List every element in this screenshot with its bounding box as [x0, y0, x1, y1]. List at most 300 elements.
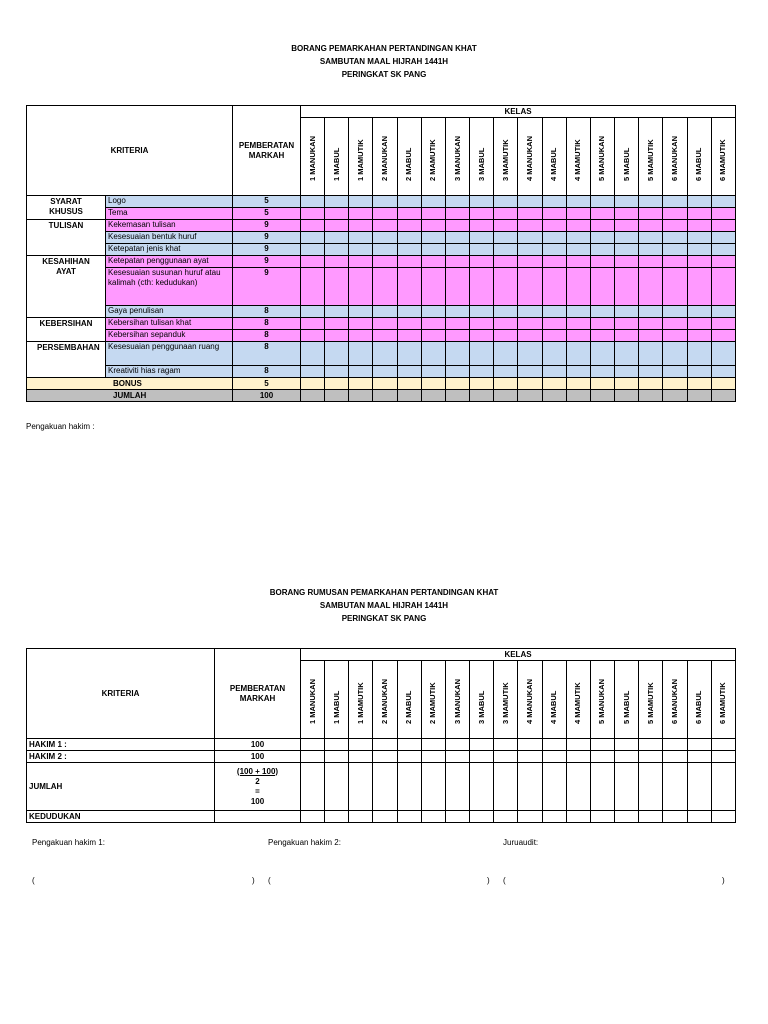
- score-cell[interactable]: [663, 256, 687, 268]
- score-cell[interactable]: [639, 256, 663, 268]
- score-cell[interactable]: [518, 268, 542, 306]
- score-cell[interactable]: [711, 244, 735, 256]
- score-cell[interactable]: [566, 256, 590, 268]
- score-cell[interactable]: [325, 232, 349, 244]
- score-cell[interactable]: [566, 811, 590, 823]
- score-cell[interactable]: [301, 244, 325, 256]
- score-cell[interactable]: [421, 318, 445, 330]
- score-cell[interactable]: [301, 232, 325, 244]
- score-cell[interactable]: [639, 208, 663, 220]
- score-cell[interactable]: [615, 342, 639, 366]
- score-cell[interactable]: [711, 208, 735, 220]
- score-cell[interactable]: [687, 378, 711, 390]
- score-cell[interactable]: [397, 208, 421, 220]
- score-cell[interactable]: [301, 811, 325, 823]
- score-cell[interactable]: [687, 268, 711, 306]
- score-cell[interactable]: [494, 244, 518, 256]
- score-cell[interactable]: [615, 244, 639, 256]
- score-cell[interactable]: [566, 378, 590, 390]
- score-cell[interactable]: [711, 763, 735, 811]
- score-cell[interactable]: [590, 244, 614, 256]
- score-cell[interactable]: [445, 763, 469, 811]
- score-cell[interactable]: [711, 811, 735, 823]
- score-cell[interactable]: [542, 751, 566, 763]
- score-cell[interactable]: [542, 739, 566, 751]
- score-cell[interactable]: [518, 220, 542, 232]
- score-cell[interactable]: [445, 268, 469, 306]
- score-cell[interactable]: [639, 763, 663, 811]
- score-cell[interactable]: [615, 232, 639, 244]
- score-cell[interactable]: [325, 220, 349, 232]
- score-cell[interactable]: [639, 196, 663, 208]
- score-cell[interactable]: [639, 330, 663, 342]
- score-cell[interactable]: [639, 366, 663, 378]
- score-cell[interactable]: [301, 330, 325, 342]
- score-cell[interactable]: [349, 318, 373, 330]
- score-cell[interactable]: [615, 268, 639, 306]
- score-cell[interactable]: [349, 751, 373, 763]
- score-cell[interactable]: [542, 330, 566, 342]
- score-cell[interactable]: [518, 342, 542, 366]
- score-cell[interactable]: [566, 330, 590, 342]
- score-cell[interactable]: [590, 378, 614, 390]
- score-cell[interactable]: [325, 306, 349, 318]
- score-cell[interactable]: [349, 330, 373, 342]
- score-cell[interactable]: [301, 220, 325, 232]
- score-cell[interactable]: [663, 208, 687, 220]
- score-cell[interactable]: [615, 208, 639, 220]
- score-cell[interactable]: [663, 196, 687, 208]
- score-cell[interactable]: [301, 751, 325, 763]
- score-cell[interactable]: [711, 268, 735, 306]
- score-cell[interactable]: [373, 220, 397, 232]
- score-cell[interactable]: [373, 268, 397, 306]
- score-cell[interactable]: [445, 256, 469, 268]
- score-cell[interactable]: [615, 739, 639, 751]
- score-cell[interactable]: [615, 366, 639, 378]
- score-cell[interactable]: [445, 751, 469, 763]
- score-cell[interactable]: [615, 378, 639, 390]
- score-cell[interactable]: [421, 232, 445, 244]
- score-cell[interactable]: [421, 366, 445, 378]
- score-cell[interactable]: [325, 390, 349, 402]
- score-cell[interactable]: [445, 739, 469, 751]
- score-cell[interactable]: [518, 390, 542, 402]
- score-cell[interactable]: [421, 378, 445, 390]
- score-cell[interactable]: [590, 306, 614, 318]
- score-cell[interactable]: [590, 268, 614, 306]
- score-cell[interactable]: [494, 268, 518, 306]
- score-cell[interactable]: [445, 244, 469, 256]
- score-cell[interactable]: [663, 390, 687, 402]
- score-cell[interactable]: [445, 220, 469, 232]
- score-cell[interactable]: [566, 208, 590, 220]
- score-cell[interactable]: [325, 366, 349, 378]
- score-cell[interactable]: [711, 232, 735, 244]
- score-cell[interactable]: [373, 244, 397, 256]
- score-cell[interactable]: [639, 378, 663, 390]
- score-cell[interactable]: [349, 196, 373, 208]
- score-cell[interactable]: [349, 268, 373, 306]
- score-cell[interactable]: [615, 751, 639, 763]
- score-cell[interactable]: [663, 220, 687, 232]
- score-cell[interactable]: [566, 366, 590, 378]
- score-cell[interactable]: [590, 751, 614, 763]
- score-cell[interactable]: [349, 378, 373, 390]
- score-cell[interactable]: [518, 318, 542, 330]
- score-cell[interactable]: [397, 318, 421, 330]
- score-cell[interactable]: [301, 378, 325, 390]
- score-cell[interactable]: [518, 763, 542, 811]
- score-cell[interactable]: [687, 306, 711, 318]
- score-cell[interactable]: [373, 763, 397, 811]
- score-cell[interactable]: [639, 244, 663, 256]
- score-cell[interactable]: [445, 318, 469, 330]
- score-cell[interactable]: [373, 366, 397, 378]
- score-cell[interactable]: [325, 811, 349, 823]
- score-cell[interactable]: [325, 378, 349, 390]
- score-cell[interactable]: [711, 366, 735, 378]
- score-cell[interactable]: [421, 196, 445, 208]
- score-cell[interactable]: [590, 220, 614, 232]
- score-cell[interactable]: [663, 811, 687, 823]
- score-cell[interactable]: [494, 739, 518, 751]
- score-cell[interactable]: [518, 256, 542, 268]
- score-cell[interactable]: [470, 366, 494, 378]
- score-cell[interactable]: [566, 268, 590, 306]
- score-cell[interactable]: [373, 739, 397, 751]
- score-cell[interactable]: [542, 196, 566, 208]
- score-cell[interactable]: [470, 751, 494, 763]
- score-cell[interactable]: [421, 256, 445, 268]
- score-cell[interactable]: [397, 811, 421, 823]
- score-cell[interactable]: [397, 342, 421, 366]
- score-cell[interactable]: [349, 811, 373, 823]
- score-cell[interactable]: [711, 378, 735, 390]
- score-cell[interactable]: [421, 390, 445, 402]
- score-cell[interactable]: [373, 232, 397, 244]
- score-cell[interactable]: [301, 306, 325, 318]
- score-cell[interactable]: [325, 268, 349, 306]
- score-cell[interactable]: [301, 256, 325, 268]
- score-cell[interactable]: [615, 390, 639, 402]
- score-cell[interactable]: [711, 256, 735, 268]
- score-cell[interactable]: [615, 811, 639, 823]
- score-cell[interactable]: [615, 306, 639, 318]
- score-cell[interactable]: [301, 366, 325, 378]
- score-cell[interactable]: [542, 232, 566, 244]
- score-cell[interactable]: [349, 232, 373, 244]
- score-cell[interactable]: [542, 306, 566, 318]
- score-cell[interactable]: [421, 342, 445, 366]
- score-cell[interactable]: [325, 763, 349, 811]
- score-cell[interactable]: [711, 739, 735, 751]
- score-cell[interactable]: [445, 196, 469, 208]
- score-cell[interactable]: [590, 366, 614, 378]
- score-cell[interactable]: [711, 220, 735, 232]
- score-cell[interactable]: [542, 318, 566, 330]
- score-cell[interactable]: [494, 196, 518, 208]
- score-cell[interactable]: [421, 811, 445, 823]
- score-cell[interactable]: [615, 318, 639, 330]
- score-cell[interactable]: [470, 220, 494, 232]
- score-cell[interactable]: [639, 342, 663, 366]
- score-cell[interactable]: [421, 208, 445, 220]
- score-cell[interactable]: [397, 244, 421, 256]
- score-cell[interactable]: [542, 220, 566, 232]
- score-cell[interactable]: [373, 208, 397, 220]
- score-cell[interactable]: [397, 378, 421, 390]
- score-cell[interactable]: [470, 256, 494, 268]
- score-cell[interactable]: [542, 268, 566, 306]
- score-cell[interactable]: [494, 811, 518, 823]
- score-cell[interactable]: [397, 330, 421, 342]
- score-cell[interactable]: [542, 366, 566, 378]
- score-cell[interactable]: [349, 208, 373, 220]
- score-cell[interactable]: [687, 256, 711, 268]
- score-cell[interactable]: [663, 244, 687, 256]
- score-cell[interactable]: [397, 763, 421, 811]
- score-cell[interactable]: [470, 811, 494, 823]
- score-cell[interactable]: [494, 378, 518, 390]
- score-cell[interactable]: [542, 342, 566, 366]
- score-cell[interactable]: [421, 244, 445, 256]
- score-cell[interactable]: [421, 306, 445, 318]
- score-cell[interactable]: [711, 390, 735, 402]
- score-cell[interactable]: [639, 220, 663, 232]
- score-cell[interactable]: [687, 342, 711, 366]
- score-cell[interactable]: [663, 342, 687, 366]
- score-cell[interactable]: [494, 390, 518, 402]
- score-cell[interactable]: [590, 208, 614, 220]
- score-cell[interactable]: [687, 811, 711, 823]
- score-cell[interactable]: [301, 739, 325, 751]
- score-cell[interactable]: [518, 208, 542, 220]
- score-cell[interactable]: [470, 318, 494, 330]
- score-cell[interactable]: [711, 330, 735, 342]
- score-cell[interactable]: [445, 811, 469, 823]
- score-cell[interactable]: [349, 390, 373, 402]
- score-cell[interactable]: [445, 208, 469, 220]
- score-cell[interactable]: [470, 268, 494, 306]
- score-cell[interactable]: [590, 811, 614, 823]
- score-cell[interactable]: [687, 318, 711, 330]
- score-cell[interactable]: [349, 763, 373, 811]
- score-cell[interactable]: [590, 342, 614, 366]
- score-cell[interactable]: [373, 256, 397, 268]
- score-cell[interactable]: [494, 256, 518, 268]
- score-cell[interactable]: [349, 220, 373, 232]
- score-cell[interactable]: [566, 306, 590, 318]
- score-cell[interactable]: [615, 220, 639, 232]
- score-cell[interactable]: [663, 318, 687, 330]
- score-cell[interactable]: [663, 232, 687, 244]
- score-cell[interactable]: [566, 318, 590, 330]
- score-cell[interactable]: [301, 268, 325, 306]
- score-cell[interactable]: [301, 390, 325, 402]
- score-cell[interactable]: [349, 256, 373, 268]
- score-cell[interactable]: [421, 330, 445, 342]
- score-cell[interactable]: [494, 208, 518, 220]
- score-cell[interactable]: [325, 342, 349, 366]
- score-cell[interactable]: [566, 220, 590, 232]
- score-cell[interactable]: [349, 244, 373, 256]
- score-cell[interactable]: [470, 739, 494, 751]
- score-cell[interactable]: [494, 763, 518, 811]
- score-cell[interactable]: [301, 318, 325, 330]
- score-cell[interactable]: [639, 306, 663, 318]
- score-cell[interactable]: [590, 256, 614, 268]
- score-cell[interactable]: [590, 196, 614, 208]
- score-cell[interactable]: [445, 232, 469, 244]
- score-cell[interactable]: [494, 751, 518, 763]
- score-cell[interactable]: [687, 208, 711, 220]
- score-cell[interactable]: [711, 306, 735, 318]
- score-cell[interactable]: [566, 739, 590, 751]
- score-cell[interactable]: [639, 811, 663, 823]
- score-cell[interactable]: [639, 390, 663, 402]
- score-cell[interactable]: [397, 306, 421, 318]
- score-cell[interactable]: [566, 390, 590, 402]
- score-cell[interactable]: [566, 196, 590, 208]
- score-cell[interactable]: [325, 244, 349, 256]
- score-cell[interactable]: [687, 751, 711, 763]
- score-cell[interactable]: [470, 330, 494, 342]
- score-cell[interactable]: [542, 378, 566, 390]
- score-cell[interactable]: [445, 378, 469, 390]
- score-cell[interactable]: [566, 763, 590, 811]
- score-cell[interactable]: [687, 232, 711, 244]
- score-cell[interactable]: [542, 256, 566, 268]
- score-cell[interactable]: [421, 268, 445, 306]
- score-cell[interactable]: [615, 196, 639, 208]
- score-cell[interactable]: [325, 751, 349, 763]
- score-cell[interactable]: [301, 342, 325, 366]
- score-cell[interactable]: [470, 306, 494, 318]
- score-cell[interactable]: [445, 342, 469, 366]
- score-cell[interactable]: [494, 366, 518, 378]
- score-cell[interactable]: [663, 306, 687, 318]
- score-cell[interactable]: [566, 244, 590, 256]
- score-cell[interactable]: [397, 256, 421, 268]
- score-cell[interactable]: [397, 366, 421, 378]
- score-cell[interactable]: [445, 390, 469, 402]
- score-cell[interactable]: [639, 739, 663, 751]
- score-cell[interactable]: [445, 366, 469, 378]
- score-cell[interactable]: [349, 739, 373, 751]
- score-cell[interactable]: [349, 342, 373, 366]
- score-cell[interactable]: [518, 378, 542, 390]
- score-cell[interactable]: [373, 306, 397, 318]
- score-cell[interactable]: [325, 318, 349, 330]
- score-cell[interactable]: [687, 196, 711, 208]
- score-cell[interactable]: [397, 220, 421, 232]
- score-cell[interactable]: [639, 751, 663, 763]
- score-cell[interactable]: [639, 318, 663, 330]
- score-cell[interactable]: [639, 232, 663, 244]
- score-cell[interactable]: [542, 244, 566, 256]
- score-cell[interactable]: [397, 739, 421, 751]
- score-cell[interactable]: [590, 739, 614, 751]
- score-cell[interactable]: [566, 751, 590, 763]
- score-cell[interactable]: [542, 208, 566, 220]
- score-cell[interactable]: [518, 366, 542, 378]
- score-cell[interactable]: [615, 763, 639, 811]
- score-cell[interactable]: [373, 811, 397, 823]
- score-cell[interactable]: [325, 208, 349, 220]
- score-cell[interactable]: [325, 196, 349, 208]
- score-cell[interactable]: [687, 330, 711, 342]
- score-cell[interactable]: [663, 751, 687, 763]
- score-cell[interactable]: [518, 739, 542, 751]
- score-cell[interactable]: [494, 342, 518, 366]
- score-cell[interactable]: [566, 232, 590, 244]
- score-cell[interactable]: [590, 232, 614, 244]
- score-cell[interactable]: [373, 378, 397, 390]
- score-cell[interactable]: [663, 763, 687, 811]
- score-cell[interactable]: [663, 378, 687, 390]
- score-cell[interactable]: [470, 196, 494, 208]
- score-cell[interactable]: [325, 330, 349, 342]
- score-cell[interactable]: [301, 208, 325, 220]
- score-cell[interactable]: [373, 318, 397, 330]
- score-cell[interactable]: [615, 330, 639, 342]
- score-cell[interactable]: [663, 330, 687, 342]
- score-cell[interactable]: [518, 196, 542, 208]
- score-cell[interactable]: [373, 751, 397, 763]
- score-cell[interactable]: [711, 196, 735, 208]
- score-cell[interactable]: [397, 268, 421, 306]
- score-cell[interactable]: [397, 390, 421, 402]
- score-cell[interactable]: [711, 318, 735, 330]
- score-cell[interactable]: [373, 196, 397, 208]
- score-cell[interactable]: [397, 232, 421, 244]
- score-cell[interactable]: [470, 208, 494, 220]
- score-cell[interactable]: [421, 220, 445, 232]
- score-cell[interactable]: [687, 390, 711, 402]
- score-cell[interactable]: [325, 256, 349, 268]
- score-cell[interactable]: [542, 811, 566, 823]
- score-cell[interactable]: [590, 318, 614, 330]
- score-cell[interactable]: [325, 739, 349, 751]
- score-cell[interactable]: [590, 390, 614, 402]
- score-cell[interactable]: [301, 196, 325, 208]
- score-cell[interactable]: [373, 390, 397, 402]
- score-cell[interactable]: [518, 244, 542, 256]
- score-cell[interactable]: [470, 763, 494, 811]
- score-cell[interactable]: [518, 330, 542, 342]
- score-cell[interactable]: [639, 268, 663, 306]
- score-cell[interactable]: [397, 751, 421, 763]
- score-cell[interactable]: [349, 306, 373, 318]
- score-cell[interactable]: [711, 342, 735, 366]
- score-cell[interactable]: [663, 739, 687, 751]
- score-cell[interactable]: [470, 390, 494, 402]
- score-cell[interactable]: [445, 330, 469, 342]
- score-cell[interactable]: [470, 232, 494, 244]
- score-cell[interactable]: [711, 751, 735, 763]
- score-cell[interactable]: [687, 366, 711, 378]
- score-cell[interactable]: [687, 763, 711, 811]
- score-cell[interactable]: [421, 739, 445, 751]
- score-cell[interactable]: [470, 378, 494, 390]
- score-cell[interactable]: [470, 244, 494, 256]
- score-cell[interactable]: [494, 220, 518, 232]
- score-cell[interactable]: [445, 306, 469, 318]
- score-cell[interactable]: [349, 366, 373, 378]
- score-cell[interactable]: [687, 739, 711, 751]
- score-cell[interactable]: [421, 763, 445, 811]
